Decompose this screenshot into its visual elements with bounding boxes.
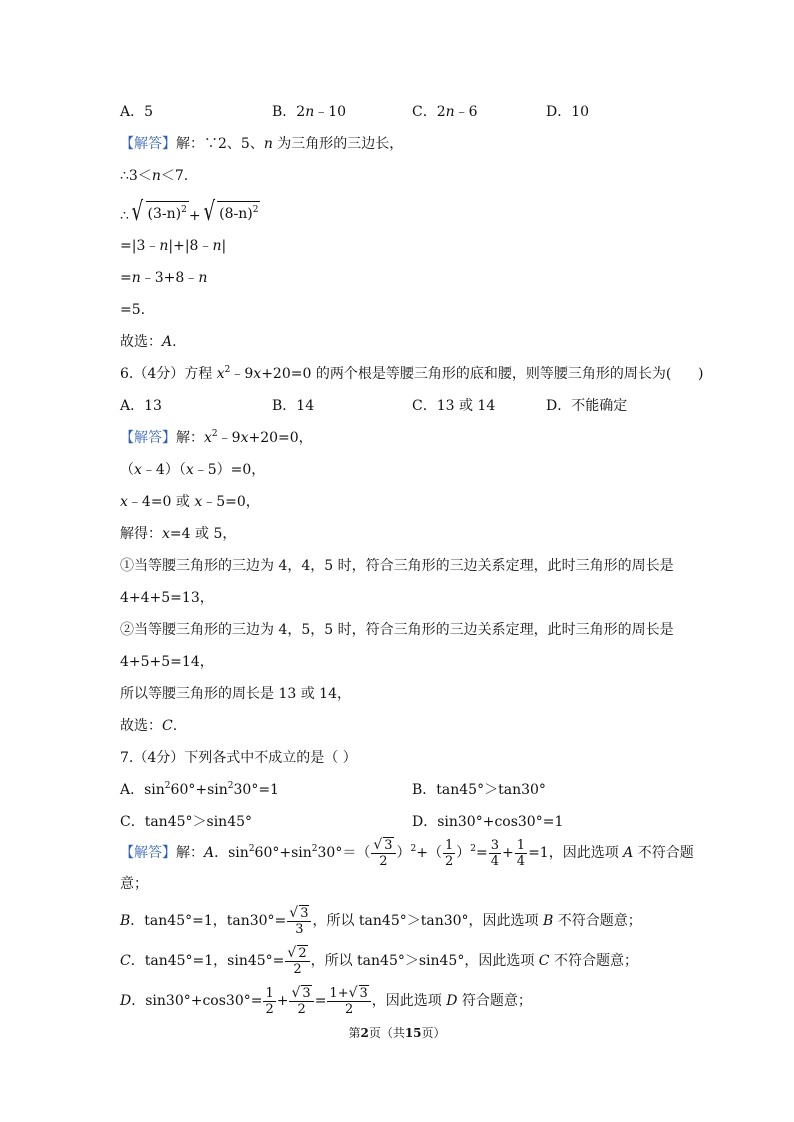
q6-answer-line5: ①当等腰三角形的三边为 4，4，5 时，符合三角形的三边关系定理，此时三角形的周长是 [120, 558, 674, 574]
q6-answer-line3: x﹣4=0 或 x﹣5=0， [120, 494, 260, 510]
q6-answer-line7: ②当等腰三角形的三边为 4，5，5 时，符合三角形的三边关系定理，此时三角形的周长是 [120, 622, 674, 638]
answer-tag: 【解答】 [120, 136, 176, 152]
q5-answer-line6: =5. [120, 302, 146, 318]
q5-conclusion: 故选：A. [120, 334, 177, 350]
q6-answer-line1: 【解答】解：$x^2﹣9x+20=0$， [120, 429, 313, 446]
q7-option-a: A．$\sin^260^\circ+\sin^230^\circ=1$ [120, 781, 279, 798]
q5-answer-line2: ∴3＜n＜7. [120, 168, 189, 184]
answer-tag: 【解答】 [120, 845, 176, 861]
answer-tag: 【解答】 [120, 430, 176, 446]
q7-stem: 7.（4分）下列各式中不成立的是（ ） [120, 750, 357, 766]
q6-stem: 6.（4分）方程 $x^2﹣9x+20=0$ 的两个根是等腰三角形的底和腰，则等腰三角形的周长为( ) [120, 365, 704, 382]
q5-answer-line4: =|3﹣n|+|8﹣n| [120, 238, 227, 254]
q7-answer-b: B．tan45°=1，tan30°= $\frac{√ 3}{3}$ ，所以 tan45°＞tan30°，因此选项 B 不符合题意； [120, 905, 642, 937]
q5-option-d: D．10 [546, 104, 590, 120]
q6-answer-line4: 解得：x=4 或 5， [120, 526, 237, 542]
q7-answer-c: C．tan45°=1，sin45°= $\frac{√ 2}{2}$ ，所以 tan45°＞sin45°，因此选项 C 不符合题意； [120, 945, 638, 977]
q6-answer-line8: 4+5+5=14， [120, 654, 214, 670]
q7-answer-d: D．sin30°+cos30°= $\frac{1}{2}$ + $\frac{√ 3}{2}$ = $\frac{1+√ 3}{2}$ ，因此选项 D 符合题意； [120, 985, 532, 1017]
q7-answer-a: 【解答】解：A．$\sin^260^\circ+\sin^230^\circ=$（ $\frac{√ 3}{2}$ ）$^2$+（ $\frac{1}{2}$ ）$^2$= $\frac{3}{4}$ + $\frac{1}{4}$ =1，因此选项 A 不符合题 [120, 837, 694, 869]
q5-option-c: C．2n﹣6 [412, 104, 478, 120]
q5-option-a: A．5 [120, 104, 154, 120]
q6-answer-line2: （x﹣4）（x﹣5）=0， [120, 462, 266, 478]
q5-answer-line3: ∴ √ $(3-n)^2$ + √ $(8-n)^2$ [120, 197, 259, 227]
q7-option-b: B．tan45°＞tan30° [412, 782, 546, 798]
q6-answer-line6: 4+4+5=13， [120, 590, 214, 606]
total-pages: 15 [404, 1026, 422, 1040]
q6-conclusion: 故选：C. [120, 718, 178, 734]
q7-option-d: D．sin30°+cos30°=1 [412, 814, 564, 830]
q6-answer-line9: 所以等腰三角形的周长是 13 或 14， [120, 686, 351, 702]
q6-option-d: D．不能确定 [546, 398, 628, 414]
q5-answer-line1: 【解答】解：∵2、5、n 为三角形的三边长， [120, 136, 404, 152]
q6-option-a: A．13 [120, 398, 162, 414]
q5-option-b: B．2n﹣10 [272, 104, 347, 120]
q7-answer-a-cont: 意； [120, 876, 148, 892]
page-footer: 第2页（共15页） [348, 1026, 446, 1040]
q6-option-b: B．14 [272, 398, 315, 414]
page-number: 2 [360, 1026, 369, 1040]
q5-answer-line5: =n﹣3+8﹣n [120, 270, 208, 286]
q7-option-c: C．tan45°＞sin45° [120, 814, 253, 830]
q6-option-c: C．13 或 14 [412, 398, 496, 414]
